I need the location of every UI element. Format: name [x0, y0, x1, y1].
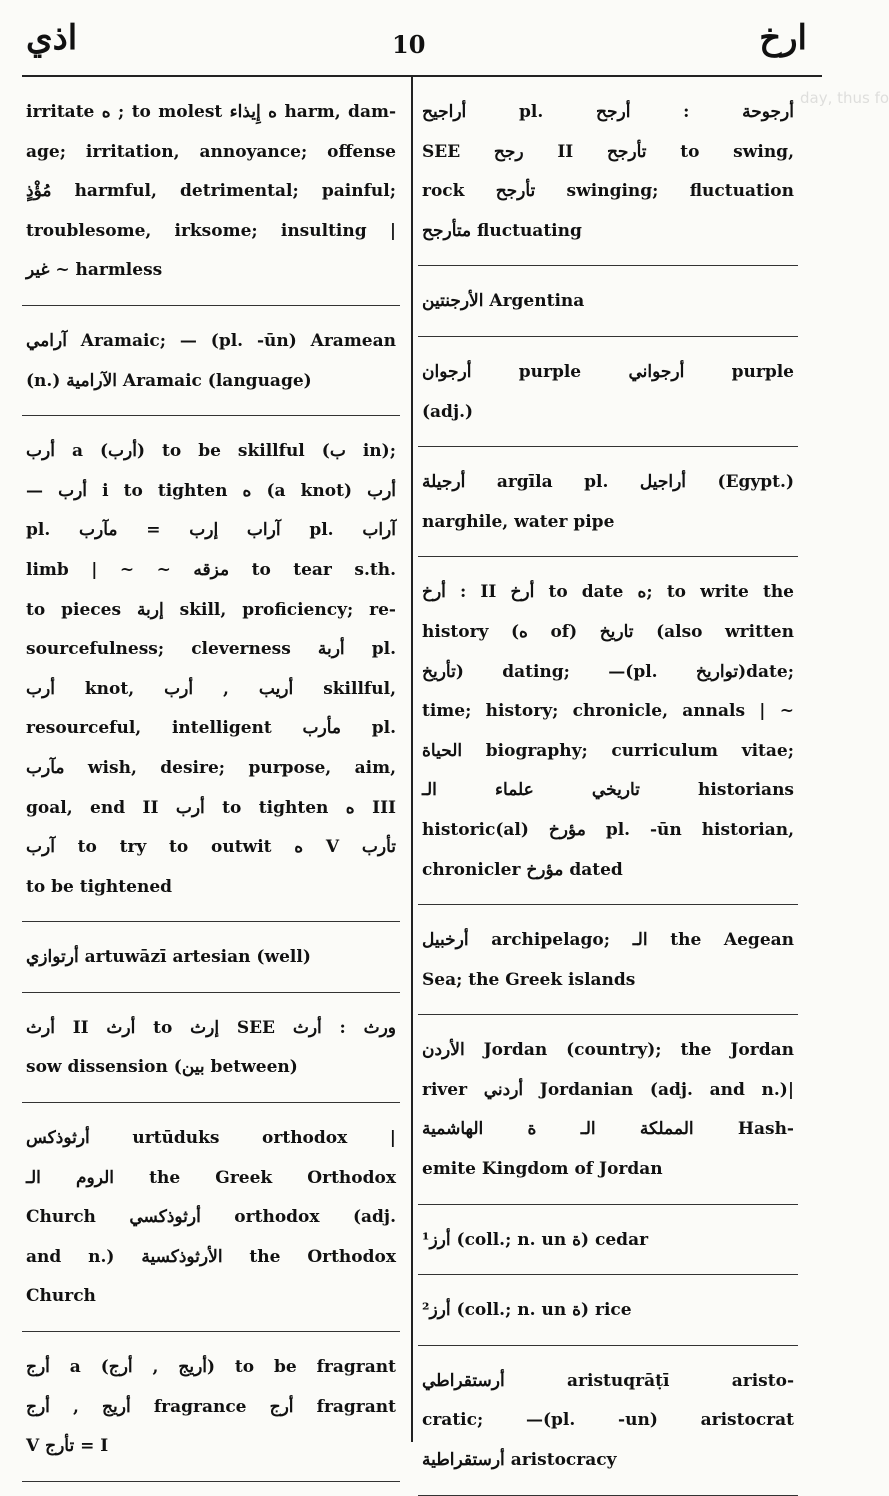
- entry-line: المملكة الـ ة الهاشمية Hash-: [422, 1119, 794, 1140]
- entry-line: to pieces إربة skill, proficiency; re-: [26, 599, 396, 620]
- dictionary-entry: [22, 416, 400, 922]
- entry-line: limb | ~ ~ مزقه to tear s.th.: [26, 559, 396, 580]
- entry-line: أرث II أرث to إرث SEE ورث : أرث: [26, 1017, 397, 1038]
- entry-line: تأريخ) dating; —(pl. تواريخ)date;: [422, 661, 794, 682]
- entry-line: متأرجح fluctuating: [422, 220, 582, 241]
- entry-line: آرامي Aramaic; — (pl. -ūn) Aramean: [26, 330, 396, 351]
- header-left-word: اذي: [26, 18, 78, 58]
- entry-line: (n.) الآرامية Aramaic (language): [26, 370, 312, 391]
- entry-line: أرب a (أرب) to be skillful (ب in);: [26, 441, 396, 462]
- entry-line: تاريخي علماء الـ historians: [422, 780, 794, 801]
- entry-line: pl. آراب إرب = مآرب pl. آراب: [26, 520, 396, 541]
- entry-line: — أرب i to tighten ه (a knot) أرب: [26, 480, 397, 501]
- entry-line: sourcefulness; cleverness أربة pl.: [26, 639, 396, 660]
- entry-line: الأردن Jordan (country); the Jordan: [422, 1040, 794, 1061]
- dictionary-entry: [22, 993, 400, 1103]
- entry-line: irritate ه ; to molest ه إِيذاء harm, dam-: [26, 102, 396, 122]
- entry-line: SEE رجح II تأرجح to swing,: [422, 141, 794, 162]
- entry-line: الروم الـ the Greek Orthodox: [26, 1167, 396, 1188]
- entry-line: and n.) الأرثوذكسية the Orthodox: [26, 1246, 396, 1267]
- bleed-through: day, thus fo: [800, 89, 889, 107]
- dictionary-entry: [418, 1015, 798, 1204]
- entry-line: آرب to try to outwit ه V تأرب: [26, 837, 396, 858]
- entry-line: to be tightened: [26, 876, 173, 897]
- entry-line: أرخبيل archipelago; الـ the Aegean: [422, 930, 795, 951]
- entry-line: sow dissension (بين between): [26, 1057, 298, 1078]
- entry-line: أرستقراطية aristocracy: [422, 1450, 617, 1471]
- dictionary-entry: [418, 337, 798, 447]
- dictionary-entry: [22, 306, 400, 416]
- entry-line: أرج a (أريج , أرج) to be fragrant: [26, 1357, 396, 1378]
- entry-line: الحياة biography; curriculum vitae;: [422, 740, 794, 761]
- entry-line: history (ه of) تاريخ (also written: [422, 621, 794, 642]
- dictionary-entry: [418, 1205, 798, 1276]
- entry-line: أرجيلة argīla pl. أراجيل (Egypt.): [422, 472, 794, 493]
- dictionary-entry: [418, 447, 798, 557]
- entry-line: أرز¹ (coll.; n. un ة) cedar: [422, 1229, 649, 1250]
- dictionary-entry: [418, 557, 798, 905]
- entry-line: resourceful, intelligent مأرب pl.: [26, 718, 396, 739]
- dictionary-entry: [418, 266, 798, 337]
- entry-line: time; history; chronicle, annals | ~: [422, 701, 794, 722]
- header-right-word: ارخ: [759, 18, 807, 58]
- entry-line: emite Kingdom of Jordan: [422, 1159, 663, 1180]
- entry-line: Church: [26, 1286, 96, 1307]
- entry-line: chronicler مؤرخ dated: [422, 859, 623, 880]
- dictionary-entry: [418, 1275, 798, 1346]
- entry-line: rock تأرجح swinging; fluctuation: [422, 181, 794, 202]
- dictionary-entry: [22, 1103, 400, 1332]
- entry-line: cratic; —(pl. -un) aristocrat: [422, 1410, 794, 1431]
- entry-line: narghile, water pipe: [422, 511, 615, 532]
- entry-line: غير ~ harmless: [26, 260, 163, 281]
- dictionary-entry: [418, 905, 798, 1015]
- column-divider: [411, 77, 413, 1442]
- entry-line: أراجيح pl. أرجوحة : أرجح: [422, 102, 794, 122]
- page-number: 10: [392, 30, 426, 59]
- entry-line: أرز² (coll.; n. un ة) rice: [422, 1300, 632, 1321]
- left-column: [22, 77, 400, 1482]
- dictionary-entry: [22, 77, 400, 306]
- dictionary-entry: [22, 1332, 400, 1482]
- entry-line: أرثوذكس urtūduks orthodox |: [26, 1128, 396, 1149]
- entry-line: historic(al) مؤرخ pl. -ūn historian,: [422, 819, 794, 840]
- entry-line: مآرب wish, desire; purpose, aim,: [26, 757, 396, 778]
- entry-line: أرستقراطي aristuqrāṭī aristo-: [422, 1370, 794, 1391]
- entry-line: أرب knot, أريب , أرب skillful,: [26, 678, 396, 699]
- entry-line: V تأرج = I: [26, 1436, 109, 1457]
- entry-line: أريج , أرج fragrance أرج fragrant: [26, 1396, 396, 1417]
- entry-line: river أردني Jordanian (adj. and n.)|: [422, 1079, 795, 1100]
- entry-line: أرجوان purple أرجواني purple: [422, 361, 794, 382]
- entry-line: أرخ : II أرخ to date ه; to write the: [422, 582, 794, 603]
- entry-line: (adj.): [422, 401, 474, 422]
- dictionary-entry: [418, 77, 798, 266]
- dictionary-entry: [418, 1346, 798, 1496]
- entry-line: troublesome, irksome; insulting |: [26, 220, 396, 241]
- entry-line: مُؤْذٍ harmful, detrimental; painful;: [26, 181, 396, 202]
- entry-line: Sea; the Greek islands: [422, 969, 636, 990]
- right-column: [418, 77, 798, 1496]
- entry-line: أرتوازي artuwāzī artesian (well): [26, 947, 311, 968]
- dictionary-entry: [22, 922, 400, 993]
- entry-line: الأرجنتين Argentina: [422, 291, 585, 312]
- entry-line: age; irritation, annoyance; offense: [26, 141, 396, 162]
- entry-line: Church أرثوذكسي orthodox (adj.: [26, 1207, 396, 1228]
- entry-line: goal, end II أرب to tighten ه III: [26, 797, 396, 818]
